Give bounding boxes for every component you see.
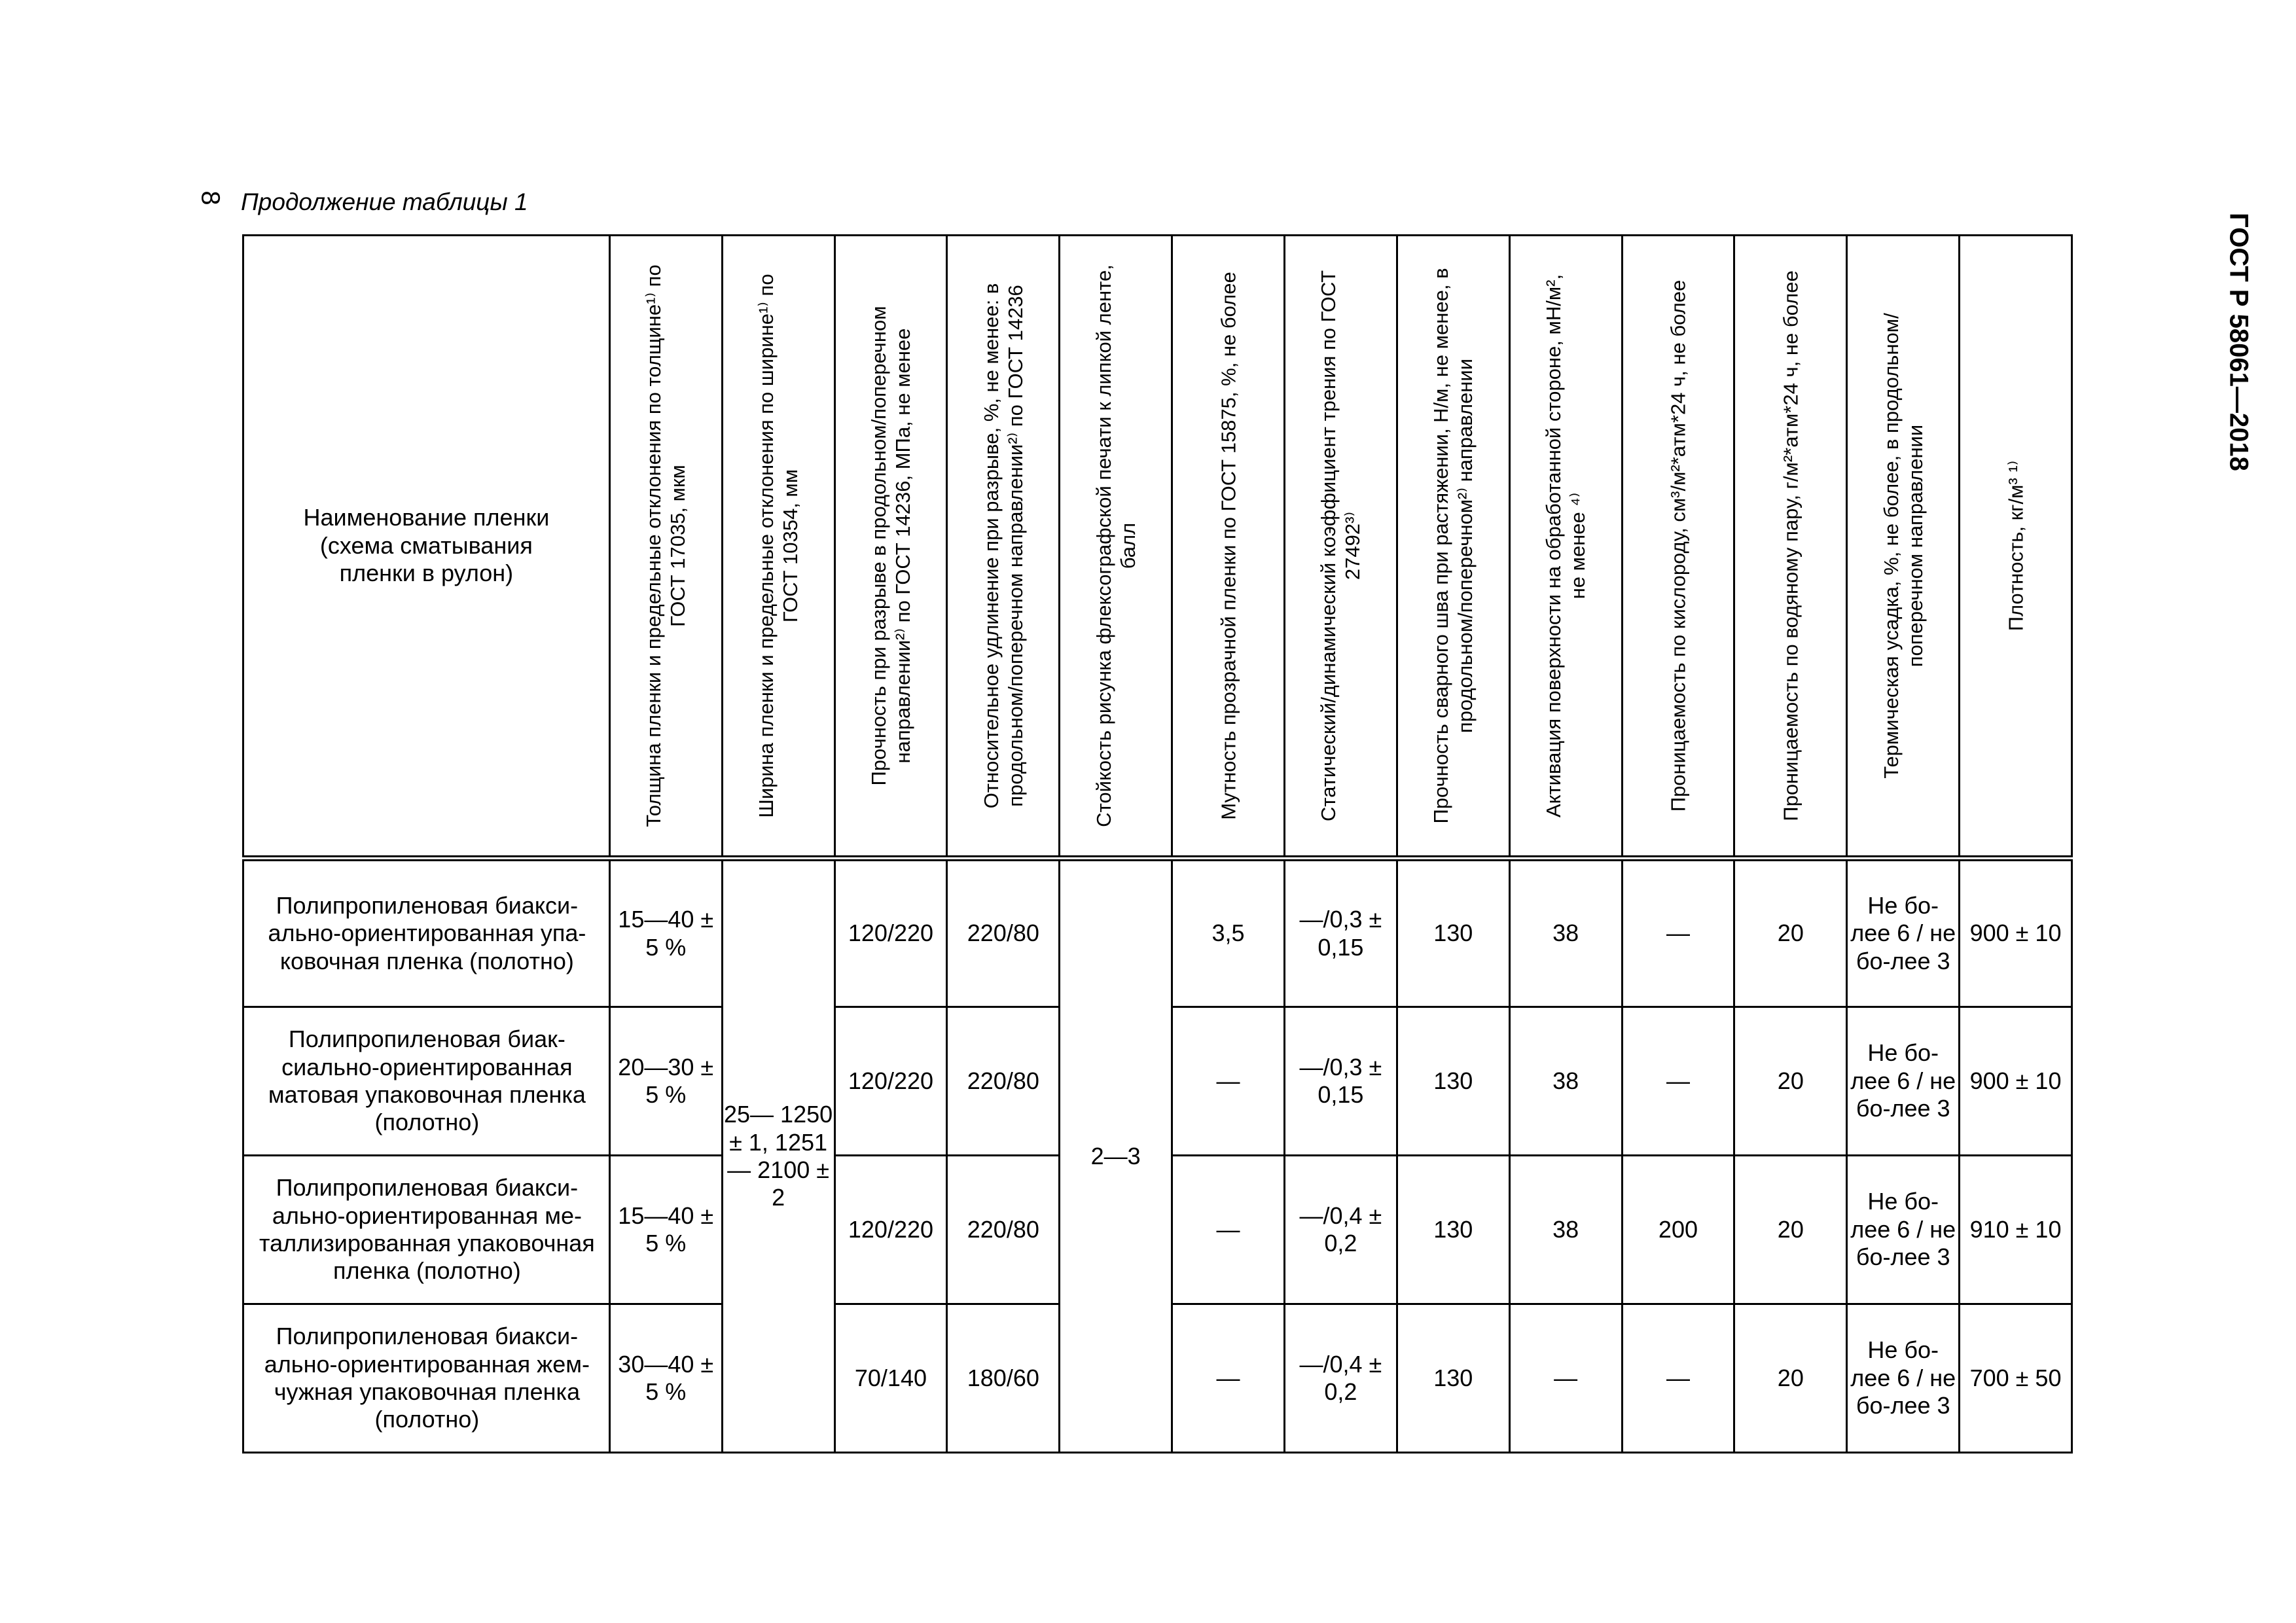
- header-width: Ширина пленки и предельные отклонения по ширине¹⁾ по ГОСТ 10354, мм: [754, 274, 802, 818]
- header-print-cell: [1060, 236, 1172, 859]
- header-density: Плотность, кг/м³ ¹⁾: [2003, 460, 2027, 632]
- thickness-value: 20—30 ± 5 %: [609, 1007, 722, 1156]
- seal-strength-value: 130: [1397, 1304, 1509, 1453]
- table-continuation-caption: Продолжение таблицы 1: [241, 188, 528, 215]
- haze-value: 3,5: [1172, 859, 1285, 1007]
- friction-value: —/0,3 ± 0,15: [1284, 1007, 1397, 1156]
- density-value: 910 ± 10: [1960, 1156, 2072, 1304]
- friction-value: —/0,4 ± 0,2: [1284, 1156, 1397, 1304]
- oxygen-value: 200: [1622, 1156, 1734, 1304]
- header-film-name: Наименование пленки (схема сматывания пленки в рулон): [243, 236, 610, 859]
- film-name: Полипропиленовая биакси-ально-ориентированная ме-таллизированная упаковочная пленка (полотно): [243, 1156, 610, 1304]
- strength-value: 70/140: [834, 1304, 947, 1453]
- strength-value: 120/220: [834, 1007, 947, 1156]
- activation-value: 38: [1509, 859, 1622, 1007]
- haze-value: —: [1172, 1156, 1285, 1304]
- header-vapor-cell: [1734, 236, 1847, 859]
- friction-value: —/0,3 ± 0,15: [1284, 859, 1397, 1007]
- header-friction-cell: [1284, 236, 1397, 859]
- elongation-value: 220/80: [947, 1007, 1060, 1156]
- activation-value: 38: [1509, 1156, 1622, 1304]
- print-resistance-value: 2—3: [1060, 859, 1172, 1453]
- density-value: 900 ± 10: [1960, 1007, 2072, 1156]
- film-name: Полипропиленовая биак-сиально-ориентированная матовая упаковочная пленка (полотно): [243, 1007, 610, 1156]
- shrinkage-value: Не бо-лее 6 / не бо-лее 3: [1847, 1304, 1960, 1453]
- header-friction: Статический/динамический коэффициент трения по ГОСТ 27492³⁾: [1317, 270, 1365, 822]
- elongation-value: 220/80: [947, 859, 1060, 1007]
- oxygen-value: —: [1622, 1007, 1734, 1156]
- vapor-value: 20: [1734, 859, 1847, 1007]
- header-oxygen-permeability: Проницаемость по кислороду, см³/м²*атм*24 ч, не более: [1666, 279, 1690, 812]
- header-thickness: Толщина пленки и предельные отклонения по толщине¹⁾ по ГОСТ 17035, мкм: [642, 264, 690, 827]
- header-surface-activation: Активация поверхности на обработанной стороне, мН/м², не менее ⁴⁾: [1541, 274, 1590, 818]
- header-width-cell: [722, 236, 834, 859]
- thickness-value: 15—40 ± 5 %: [609, 859, 722, 1007]
- strength-value: 120/220: [834, 859, 947, 1007]
- properties-table: [242, 234, 2073, 1454]
- vapor-value: 20: [1734, 1304, 1847, 1453]
- seal-strength-value: 130: [1397, 859, 1509, 1007]
- density-value: 700 ± 50: [1960, 1304, 2072, 1453]
- header-vapor-permeability: Проницаемость по водяному пару, г/м²*атм*24 ч, не более: [1779, 270, 1803, 821]
- header-activation-cell: [1509, 236, 1622, 859]
- width-value: 25— 1250 ± 1, 1251— 2100 ± 2: [722, 859, 834, 1453]
- header-density-cell: [1960, 236, 2072, 859]
- header-seal-cell: [1397, 236, 1509, 859]
- shrinkage-value: Не бо-лее 6 / не бо-лее 3: [1847, 859, 1960, 1007]
- vapor-value: 20: [1734, 1007, 1847, 1156]
- header-shrinkage-cell: [1847, 236, 1960, 859]
- header-haze: Мутность прозрачной пленки по ГОСТ 15875, %, не более: [1216, 272, 1240, 820]
- haze-value: —: [1172, 1304, 1285, 1453]
- header-oxygen-cell: [1622, 236, 1734, 859]
- standard-designation: ГОСТ Р 58061—2018: [2224, 213, 2253, 471]
- shrinkage-value: Не бо-лее 6 / не бо-лее 3: [1847, 1007, 1960, 1156]
- haze-value: —: [1172, 1007, 1285, 1156]
- table-row: [243, 859, 2072, 1007]
- strength-value: 120/220: [834, 1156, 947, 1304]
- thickness-value: 15—40 ± 5 %: [609, 1156, 722, 1304]
- vapor-value: 20: [1734, 1156, 1847, 1304]
- header-elongation: Относительное удлинение при разрыве, %, не менее: в продольном/поперечном направлении²⁾ по ГОСТ 14236: [979, 283, 1027, 809]
- seal-strength-value: 130: [1397, 1156, 1509, 1304]
- elongation-value: 220/80: [947, 1156, 1060, 1304]
- activation-value: 38: [1509, 1007, 1622, 1156]
- header-thickness-cell: [609, 236, 722, 859]
- header-elongation-cell: [947, 236, 1060, 859]
- seal-strength-value: 130: [1397, 1007, 1509, 1156]
- header-seal-strength: Прочность сварного шва при растяжении, Н/м, не менее, в продольном/поперечном²⁾ направлении: [1429, 268, 1477, 824]
- oxygen-value: —: [1622, 859, 1734, 1007]
- film-name: Полипропиленовая биакси-ально-ориентированная жем-чужная упаковочная пленка (полотно): [243, 1304, 610, 1453]
- friction-value: —/0,4 ± 0,2: [1284, 1304, 1397, 1453]
- density-value: 900 ± 10: [1960, 859, 2072, 1007]
- elongation-value: 180/60: [947, 1304, 1060, 1453]
- oxygen-value: —: [1622, 1304, 1734, 1453]
- thickness-value: 30—40 ± 5 %: [609, 1304, 722, 1453]
- page-number: 8: [196, 190, 225, 205]
- header-print-resistance: Стойкость рисунка флексографской печати к липкой ленте, балл: [1092, 264, 1139, 827]
- activation-value: —: [1509, 1304, 1622, 1453]
- table-header-row: [243, 236, 2072, 859]
- header-tensile-strength: Прочность при разрыве в продольном/поперечном направлении²⁾ по ГОСТ 14236, МПа, не менее: [867, 306, 914, 786]
- shrinkage-value: Не бо-лее 6 / не бо-лее 3: [1847, 1156, 1960, 1304]
- film-name: Полипропиленовая биакси-ально-ориентированная упа-ковочная пленка (полотно): [243, 859, 610, 1007]
- header-haze-cell: [1172, 236, 1285, 859]
- header-strength-cell: [834, 236, 947, 859]
- header-thermal-shrinkage: Термическая усадка, %, не более, в продольном/поперечном направлении: [1879, 313, 1927, 779]
